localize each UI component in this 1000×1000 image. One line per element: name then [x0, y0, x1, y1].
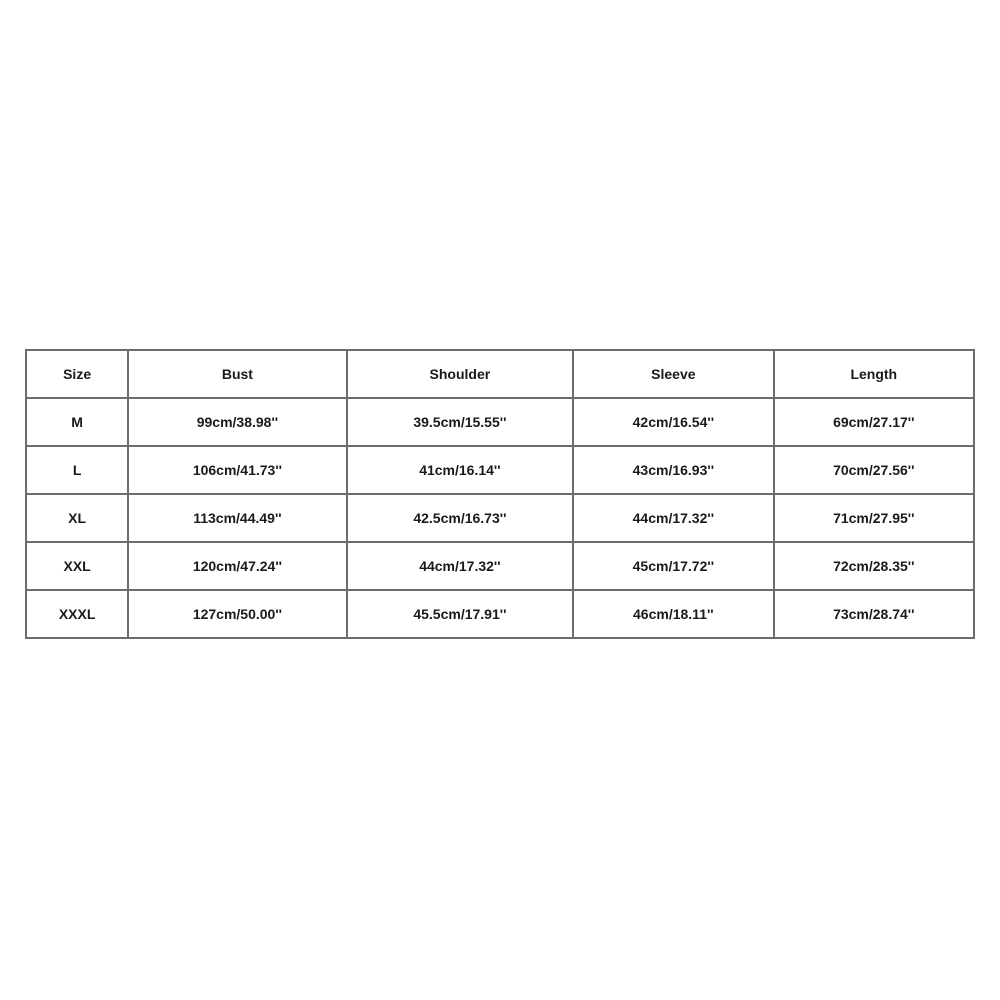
- length-cell: 72cm/28.35'': [774, 542, 974, 590]
- sleeve-cell: 46cm/18.11'': [573, 590, 773, 638]
- table-row: [26, 446, 974, 494]
- size-cell: XL: [26, 494, 128, 542]
- length-cell: 70cm/27.56'': [774, 446, 974, 494]
- size-cell: XXL: [26, 542, 128, 590]
- table-row: [26, 542, 974, 590]
- length-cell: 69cm/27.17'': [774, 398, 974, 446]
- length-cell: 73cm/28.74'': [774, 590, 974, 638]
- shoulder-cell: 39.5cm/15.55'': [347, 398, 573, 446]
- sleeve-cell: 43cm/16.93'': [573, 446, 773, 494]
- sleeve-cell: 44cm/17.32'': [573, 494, 773, 542]
- column-header-sleeve: Sleeve: [573, 350, 773, 398]
- column-header-size: Size: [26, 350, 128, 398]
- column-header-length: Length: [774, 350, 974, 398]
- bust-cell: 120cm/47.24'': [128, 542, 346, 590]
- table-header-row: [26, 350, 974, 398]
- column-header-shoulder: Shoulder: [347, 350, 573, 398]
- size-cell: XXXL: [26, 590, 128, 638]
- bust-cell: 127cm/50.00'': [128, 590, 346, 638]
- table-row: [26, 494, 974, 542]
- size-cell: L: [26, 446, 128, 494]
- bust-cell: 99cm/38.98'': [128, 398, 346, 446]
- size-chart-table: [25, 349, 975, 639]
- sleeve-cell: 42cm/16.54'': [573, 398, 773, 446]
- shoulder-cell: 44cm/17.32'': [347, 542, 573, 590]
- shoulder-cell: 45.5cm/17.91'': [347, 590, 573, 638]
- length-cell: 71cm/27.95'': [774, 494, 974, 542]
- table-row: [26, 590, 974, 638]
- bust-cell: 113cm/44.49'': [128, 494, 346, 542]
- bust-cell: 106cm/41.73'': [128, 446, 346, 494]
- sleeve-cell: 45cm/17.72'': [573, 542, 773, 590]
- size-cell: M: [26, 398, 128, 446]
- shoulder-cell: 41cm/16.14'': [347, 446, 573, 494]
- shoulder-cell: 42.5cm/16.73'': [347, 494, 573, 542]
- table-row: [26, 398, 974, 446]
- column-header-bust: Bust: [128, 350, 346, 398]
